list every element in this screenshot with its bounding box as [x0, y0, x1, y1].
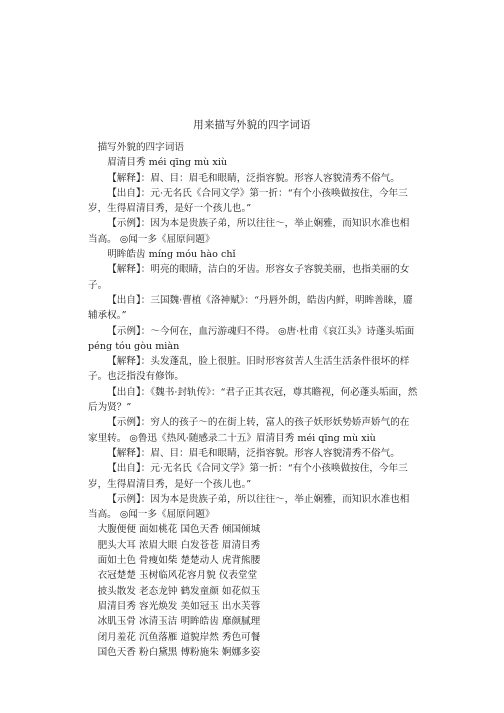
explanation-paragraph: 【解释】：明亮的眼睛，洁白的牙齿。形容女子容貌美丽，也指美丽的女子。 — [88, 264, 410, 291]
idiom-entry: 明眸皓齿 míng móu hào chǐ — [107, 249, 236, 261]
idiom-list-row: 眉清目秀 容光焕发 美如冠玉 出水芙蓉 — [97, 600, 261, 612]
example-paragraph: 【示例】：因为本是贵族子弟，所以往往～，举止娴雅，而知识水准也相当高。 ◎闻一多《屈原问题》 — [88, 218, 410, 245]
idiom-list-row: 国色天香 粉白黛黑 傅粉施朱 婀娜多姿 — [97, 646, 261, 658]
example-paragraph: 【示例】：穷人的孩子～的在街上转，富人的孩子妖形妖势娇声娇气的在家里转。 ◎鲁迅《热风·随感录二十五》眉清目秀 méi qīng mù xiù — [88, 417, 410, 444]
idiom-list-row: 闭月羞花 沉鱼落雁 道貌岸然 秀色可餐 — [97, 631, 261, 643]
idiom-list-row: 大腹便便 面如桃花 国色天香 倾国倾城 — [97, 524, 261, 536]
example-paragraph: 【示例】：因为本是贵族子弟，所以往往～，举止娴雅，而知识水准也相当高。 ◎闻一多《屈原问题》 — [88, 493, 410, 521]
source-paragraph: 【出自】：《魏书·封轨传》：“君子正其衣冠，尊其瞻视，何必蓬头垢面，然后为贤？” — [88, 386, 418, 414]
source-paragraph: 【出自】：元·无名氏《合同文学》第一折：“有个小孩唤做按住，今年三岁，生得眉清目秀，是好一个孩儿也。” — [88, 187, 408, 215]
source-paragraph: 【出自】：三国魏·曹植《洛神赋》：“丹唇外朗，皓齿内鲜，明眸善睐，靥辅承权。” — [88, 294, 413, 322]
document-title: 用来描写外貌的四字词语 — [193, 119, 311, 131]
section-heading: 描写外貌的四字词语 — [97, 142, 184, 153]
idiom-entry: 眉清目秀 méi qīng mù xiù — [107, 157, 228, 169]
idiom-list-row: 衣冠楚楚 玉树临风花容月貌 仪表堂堂 — [97, 570, 258, 582]
document-body — [88, 140, 418, 660]
explanation-paragraph: 【解释】：眉、目：眉毛和眼睛，泛指容貌。形容人容貌清秀不俗气。 — [107, 172, 400, 184]
idiom-list-row: 面如土色 骨瘦如柴 楚楚动人 虎背熊腰 — [97, 555, 261, 567]
explanation-paragraph: 【解释】：头发蓬乱，脸上很脏。旧时形容贫苦人生活生活条件很坏的样子。也泛指没有修饰。 — [88, 356, 410, 383]
source-paragraph: 【出自】：元·无名氏《合同文学》第一折：“有个小孩唤做按住，今年三岁，生得眉清目秀，是好一个孩儿也。” — [88, 463, 408, 490]
idiom-list-row: 披头散发 老态龙钟 鹤发童颜 如花似玉 — [97, 585, 261, 597]
example-paragraph: 【示例】：～今何在，血污游魂归不得。 ◎唐·杜甫《哀江头》诗蓬头垢面 péng tóu gòu miàn — [88, 325, 415, 352]
idiom-list-row: 肥头大耳 浓眉大眼 白发苍苍 眉清目秀 — [97, 539, 261, 551]
explanation-paragraph: 【解释】：眉、目：眉毛和眼睛，泛指容貌。形容人容貌清秀不俗气。 — [107, 447, 400, 459]
idiom-list-row: 冰肌玉骨 冰清玉洁 明眸皓齿 靡颜腻理 — [97, 616, 261, 628]
